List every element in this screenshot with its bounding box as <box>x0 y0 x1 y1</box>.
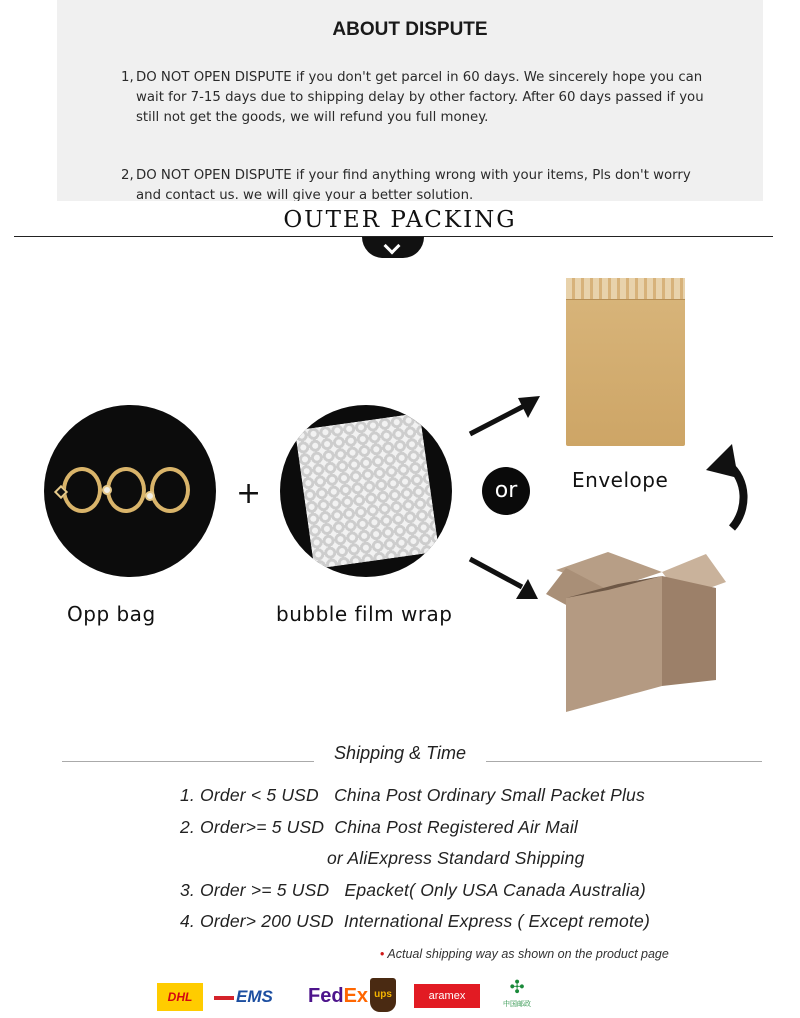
shipping-method: or AliExpress Standard Shipping <box>327 848 585 868</box>
ems-logo <box>212 983 296 1011</box>
fedex-logo-fe: Fed <box>308 985 344 1007</box>
dispute-item-number: 1, <box>121 70 134 85</box>
shipping-order: 4. Order> 200 USD <box>180 911 334 931</box>
dispute-item <box>121 166 711 201</box>
shipping-row <box>180 911 650 932</box>
dispute-item-text: DO NOT OPEN DISPUTE if your find anything wrong with your items, Pls don't worry and contact us. we will give your a better solution. <box>136 168 691 201</box>
shipping-method: Epacket( Only USA Canada Australia) <box>344 880 646 900</box>
pearl-icon <box>145 491 155 501</box>
dispute-item <box>121 68 711 128</box>
bubble-wrap-image <box>280 405 452 577</box>
shipping-order: 3. Order >= 5 USD <box>180 880 330 900</box>
ring-icon <box>106 467 146 513</box>
shipping-method: International Express ( Except remote) <box>343 911 651 931</box>
arrow-down-right-icon <box>466 553 542 603</box>
shipping-method: China Post Ordinary Small Packet Plus <box>334 785 645 805</box>
curved-arrow-up-icon <box>702 440 752 532</box>
shipping-note <box>380 947 669 961</box>
envelope-seal-strip <box>566 278 685 300</box>
envelope-label: Envelope <box>572 468 669 492</box>
shipping-title: Shipping & Time <box>334 743 466 763</box>
or-badge: or <box>482 467 530 515</box>
shipping-row <box>327 848 585 869</box>
envelope-image <box>566 278 685 446</box>
shipping-order: 1. Order < 5 USD <box>180 785 319 805</box>
packing-title-text: OUTER PACKING <box>277 207 522 233</box>
opp-bag-image <box>44 405 216 577</box>
pearl-icon <box>102 485 112 495</box>
shipping-row <box>180 817 578 838</box>
shipping-method: China Post Registered Air Mail <box>334 817 579 837</box>
fedex-logo <box>308 981 372 1011</box>
note-text: Actual shipping way as shown on the product page <box>387 947 669 961</box>
ups-logo: ups <box>370 978 396 1012</box>
bubble-film-icon <box>295 413 439 569</box>
note-bullet: • <box>380 947 385 961</box>
shipping-row <box>180 785 645 806</box>
ems-logo-text: EMS <box>236 987 273 1006</box>
shipping-order: 2. Order>= 5 USD <box>180 817 325 837</box>
dispute-item-text: DO NOT OPEN DISPUTE if you don't get parcel in 60 days. We sincerely hope you can wait for 7-15 days due to shipping delay by other factory. After 60 days passed if you still not get the goods, we will refund you full money. <box>136 70 704 125</box>
carton-box-image <box>546 548 728 716</box>
ring-icon <box>150 467 190 513</box>
dispute-item-number: 2, <box>121 168 134 183</box>
aramex-logo: aramex <box>414 984 480 1008</box>
chevron-down-icon <box>362 237 424 258</box>
bubble-wrap-label: bubble film wrap <box>276 602 453 626</box>
dispute-title: ABOUT DISPUTE <box>332 19 488 40</box>
dispute-panel <box>57 0 763 201</box>
arrow-up-right-icon <box>466 392 544 440</box>
opp-bag-label: Opp bag <box>67 602 156 626</box>
shipping-row <box>180 880 646 901</box>
china-post-logo-text: 中国邮政 <box>503 1000 531 1008</box>
packing-title <box>0 207 800 233</box>
china-post-logo <box>500 977 534 1011</box>
china-post-icon: ✣ <box>509 977 525 998</box>
plus-sign: + <box>236 476 262 511</box>
dhl-logo: DHL <box>157 983 203 1011</box>
fedex-logo-ex: Ex <box>343 985 369 1007</box>
ring-icon <box>62 467 102 513</box>
